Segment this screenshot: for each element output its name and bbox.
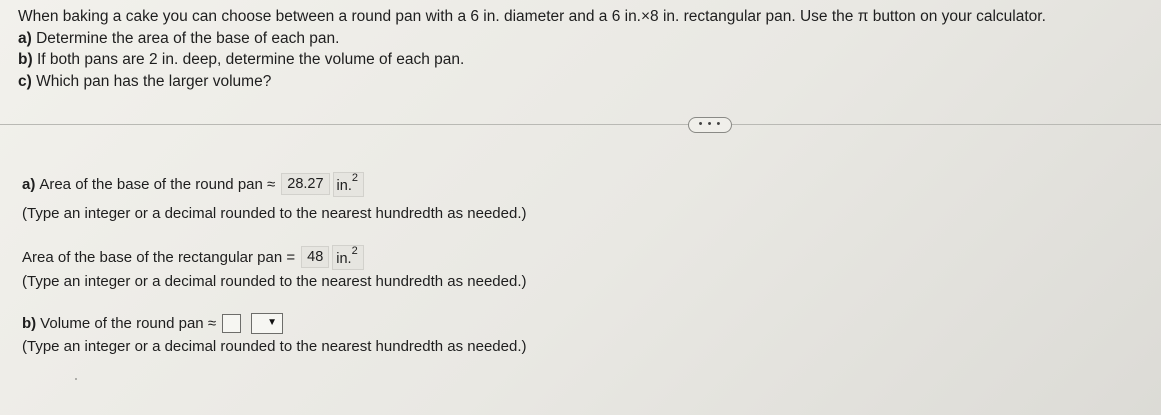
- answer-part-b-label: b): [22, 315, 37, 332]
- part-a-label: a): [18, 29, 32, 47]
- hint-text: (Type an integer or a decimal rounded to the nearest hundredth as needed.): [22, 205, 527, 222]
- answer-row-rect-area: [22, 245, 364, 270]
- speck: [75, 378, 77, 380]
- section-divider: [0, 124, 1161, 125]
- rect-area-relation: =: [286, 248, 296, 266]
- rect-area-answer[interactable]: 48: [301, 246, 329, 268]
- round-area-unit-text: in.: [336, 177, 352, 194]
- round-volume-input[interactable]: [222, 314, 241, 333]
- rect-area-prompt: Area of the base of the rectangular pan: [22, 248, 283, 266]
- part-b-label: b): [18, 51, 33, 68]
- round-area-answer[interactable]: 28.27: [281, 173, 329, 195]
- question-intro: When baking a cake you can choose between a round pan with a 6 in. diameter and a 6 in.×8 in. rectangular pan. Use the π button on your calculator.: [18, 8, 1046, 25]
- round-volume-prompt: Volume of the round pan: [40, 315, 204, 332]
- hint-text: (Type an integer or a decimal rounded to the nearest hundredth as needed.): [22, 273, 527, 290]
- round-volume-relation: ≈: [207, 315, 217, 332]
- question-text: [18, 6, 1148, 92]
- round-area-relation: ≈: [267, 175, 276, 193]
- answer-row-round-area: [22, 172, 364, 197]
- answer-row-round-volume: [22, 313, 283, 334]
- answer-part-a-label: a): [22, 175, 36, 193]
- rect-area-unit[interactable]: [332, 245, 363, 270]
- rect-area-unit-text: in.: [336, 250, 352, 267]
- round-area-unit-exponent: 2: [351, 172, 358, 184]
- part-a-text: Determine the area of the base of each pan.: [36, 29, 340, 47]
- question-part-a: [18, 28, 1148, 50]
- part-c-label: c): [18, 72, 32, 90]
- round-volume-unit-dropdown[interactable]: [251, 313, 283, 334]
- hint-text: (Type an integer or a decimal rounded to the nearest hundredth as needed.): [22, 338, 527, 355]
- round-area-unit[interactable]: [333, 172, 364, 197]
- round-area-prompt: Area of the base of the round pan: [39, 175, 263, 193]
- part-b-text: If both pans are 2 in. deep, determine the volume of each pan.: [36, 51, 465, 68]
- question-part-b: [18, 49, 1148, 71]
- question-part-c: [18, 71, 1148, 93]
- part-c-text: Which pan has the larger volume?: [36, 72, 272, 90]
- rect-area-unit-exponent: 2: [351, 245, 358, 257]
- expand-more-button[interactable]: • • •: [688, 117, 732, 133]
- caret-down-icon: ▼: [267, 317, 278, 328]
